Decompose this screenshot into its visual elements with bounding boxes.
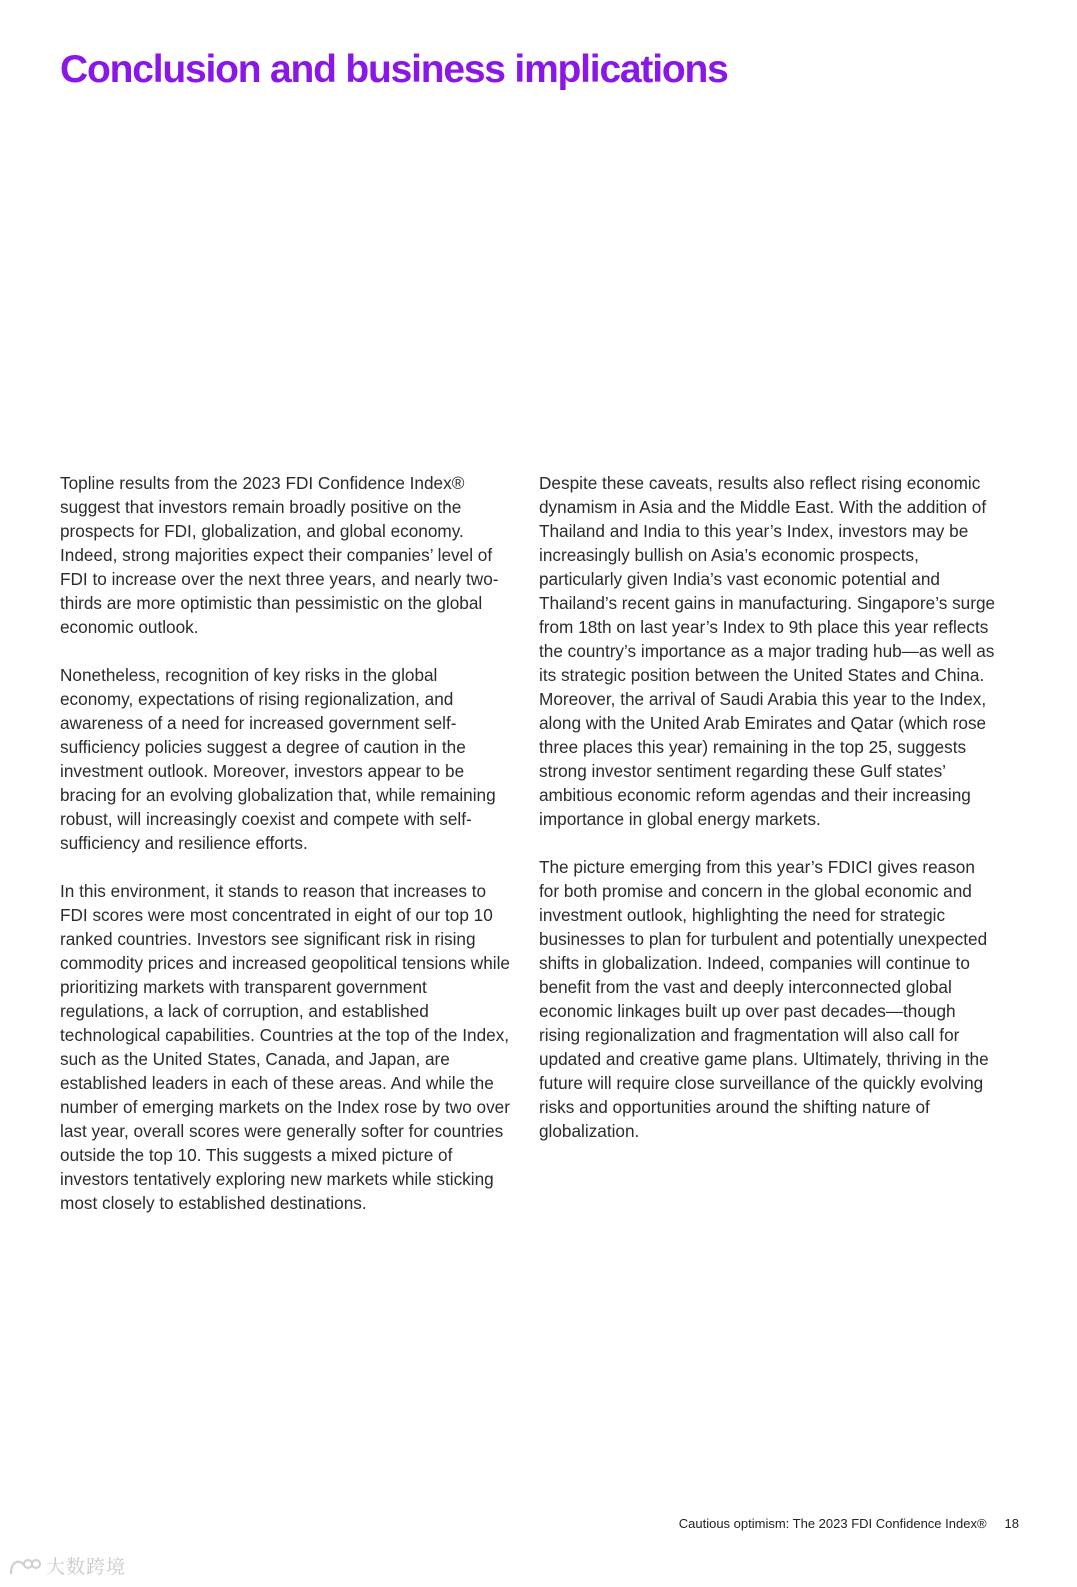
watermark-text: 大数跨境 xyxy=(46,1556,127,1578)
paragraph: Topline results from the 2023 FDI Confidence Index® suggest that investors remain broadly positive on the prospects for FDI, globalization, and global economy. Indeed, strong majorities expect their companies’ level of FDI to increase over the next three years, and nearly two-thirds are more optimistic than pessimistic on the global economic outlook. xyxy=(60,473,499,637)
paragraph: Nonetheless, recognition of key risks in the global economy, expectations of rising regionalization, and awareness of a need for increased government self-sufficiency policies suggest a degree of caution in the investment outlook. Moreover, investors appear to be bracing for an evolving globalization that, while remaining robust, will increasingly coexist and compete with self-sufficiency and resilience efforts. xyxy=(60,665,496,853)
watermark xyxy=(8,1552,126,1579)
page-title: Conclusion and business implications xyxy=(60,48,728,91)
running-title: Cautious optimism: The 2023 FDI Confidence Index® xyxy=(678,1516,987,1531)
right-column xyxy=(539,471,999,1167)
watermark-logo-icon xyxy=(8,1555,42,1577)
paragraph: The picture emerging from this year’s FDICI gives reason for both promise and concern in the global economic and investment outlook, highlighting the need for strategic businesses to plan for turbulent and potentially unexpected shifts in globalization. Indeed, companies will continue to benefit from the vast and deeply interconnected global economic linkages built up over past decades—though rising regionalization and fragmentation will also call for updated and creative game plans. Ultimately, thriving in the future will require close surveillance of the quickly evolving risks and opportunities around the shifting nature of globalization. xyxy=(539,857,989,1141)
paragraph: In this environment, it stands to reason that increases to FDI scores were most concentrated in eight of our top 10 ranked countries. Investors see significant risk in rising commodity prices and increased geopolitical tensions while prioritizing markets with transparent government regulations, a lack of corruption, and established technological capabilities. Countries at the top of the Index, such as the United States, Canada, and Japan, are established leaders in each of these areas. And while the number of emerging markets on the Index rose by two over last year, overall scores were generally softer for countries outside the top 10. This suggests a mixed picture of investors tentatively exploring new markets while sticking most closely to established destinations. xyxy=(60,881,510,1213)
page-number: 18 xyxy=(1004,1516,1019,1531)
left-column xyxy=(60,471,512,1239)
page-footer xyxy=(679,1516,1019,1531)
paragraph: Despite these caveats, results also reflect rising economic dynamism in Asia and the Middle East. With the addition of Thailand and India to this year’s Index, investors may be increasingly bullish on Asia’s economic prospects, particularly given India’s vast economic potential and Thailand’s recent gains in manufacturing. Singapore’s surge from 18th on last year’s Index to 9th place this year reflects the country’s importance as a major trading hub—as well as its strategic position between the United States and China. Moreover, the arrival of Saudi Arabia this year to the Index, along with the United Arab Emirates and Qatar (which rose three places this year) remaining in the top 25, suggests strong investor sentiment regarding these Gulf states’ ambitious economic reform agendas and their increasing importance in global energy markets. xyxy=(539,473,996,829)
